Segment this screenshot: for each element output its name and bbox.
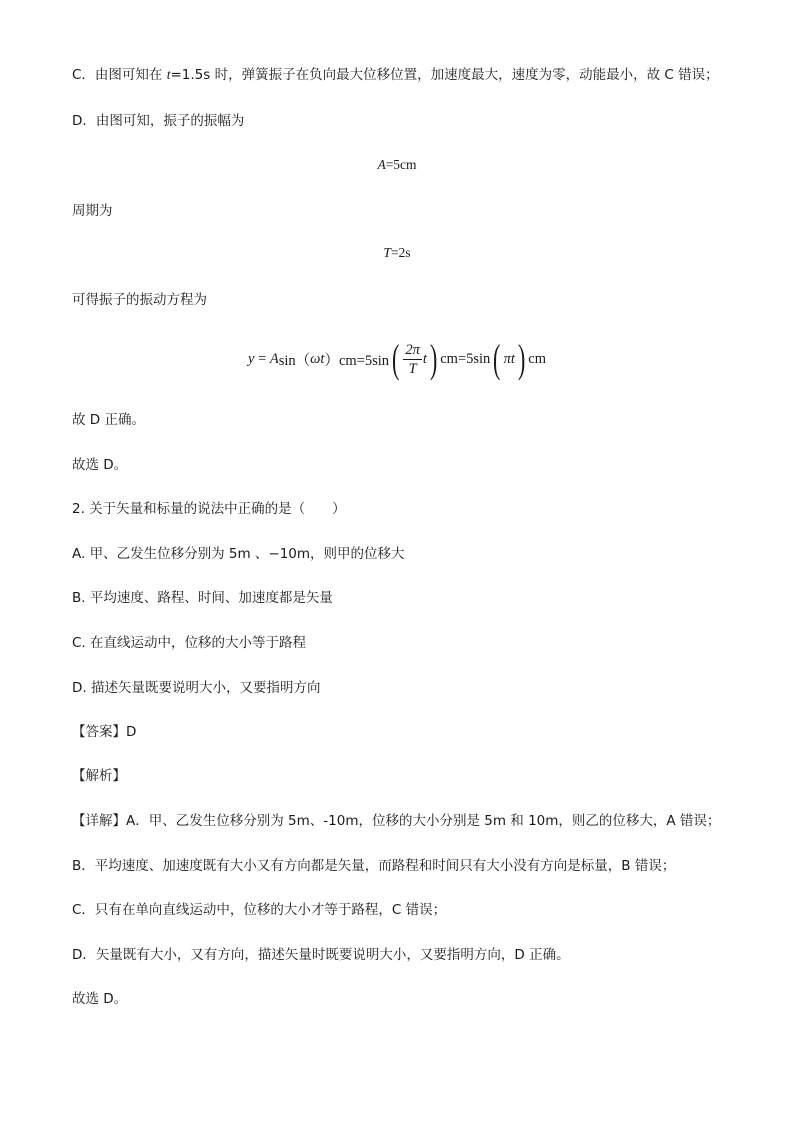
analysis-tag: 【解析】 [72, 768, 126, 784]
question-2-stem: 2. 关于矢量和标量的说法中正确的是（ ） [72, 501, 346, 517]
period-value: =2s [390, 245, 411, 260]
period-variable: T [383, 245, 391, 260]
amplitude-equation [0, 157, 794, 173]
eq-cm-sin: cm=5sin [440, 350, 491, 367]
option-c: C. 在直线运动中，位移的大小等于路程 [72, 635, 307, 651]
answer-line [72, 723, 136, 741]
prev-choice: 故选 D。 [72, 457, 128, 473]
q2-choice: 故选 D。 [72, 991, 128, 1007]
detail-d: D．矢量既有大小，又有方向，描述矢量时既要说明大小，又要指明方向，D 正确。 [72, 947, 570, 963]
eq-t: t [422, 350, 427, 367]
right-paren-large: ) [429, 336, 438, 381]
time-variable: t [166, 67, 171, 82]
option-b: B. 平均速度、路程、时间、加速度都是矢量 [72, 590, 333, 606]
detail-c: C．只有在单向直线运动中，位移的大小才等于路程，C 错误； [72, 902, 447, 918]
period-equation [0, 245, 794, 261]
detail-b: B．平均速度、加速度既有大小又有方向都是矢量，而路程和时间只有大小没有方向是标量，B 错误； [72, 858, 676, 874]
left-paren-large: ( [392, 336, 400, 381]
eq-amplitude: A [269, 350, 279, 367]
fraction-numerator: 2π [405, 341, 420, 358]
eq-y: y [248, 350, 255, 367]
answer-tag: 【答案】 [72, 724, 126, 740]
option-d-intro: D．由图可知，振子的振幅为 [72, 113, 245, 129]
eq-omega-t: ωt [310, 350, 325, 367]
detail-tag: 【详解】 [72, 813, 126, 829]
detail-a-line [72, 812, 720, 830]
option-c-explanation [72, 66, 719, 84]
option-c-prefix: C．由图可知在 [72, 67, 167, 83]
vibration-equation [0, 334, 794, 384]
period-intro: 周期为 [72, 203, 113, 219]
amplitude-variable: A [377, 157, 386, 172]
equation-intro: 可得振子的振动方程为 [72, 292, 207, 308]
amplitude-value: =5cm [385, 157, 417, 172]
right-paren-pi: ) [517, 336, 526, 381]
option-a: A. 甲、乙发生位移分别为 5m 、−10m，则甲的位移大 [72, 546, 405, 562]
eq-close-cm: ）cm=5sin [324, 352, 390, 369]
eq-equals: = [254, 350, 270, 367]
eq-pi-t: πt [503, 350, 515, 367]
left-paren-pi: ( [493, 336, 501, 381]
fraction-2pi-over-t [403, 341, 422, 378]
eq-sin-open: sin（ [278, 352, 311, 369]
fraction-denominator: T [408, 360, 417, 377]
answer-value: D [126, 724, 137, 740]
detail-a: A．甲、乙发生位移分别为 5m、-10m，位移的大小分别是 5m 和 10m，则乙的位移大，A 错误； [126, 813, 721, 829]
option-c-suffix: =1.5s 时，弹簧振子在负向最大位移位置，加速度最大，速度为零，动能最小，故 C 错误； [170, 67, 719, 83]
option-d: D. 描述矢量既要说明大小，又要指明方向 [72, 680, 321, 696]
eq-cm-end: cm [528, 350, 546, 367]
d-conclusion: 故 D 正确。 [72, 412, 145, 428]
